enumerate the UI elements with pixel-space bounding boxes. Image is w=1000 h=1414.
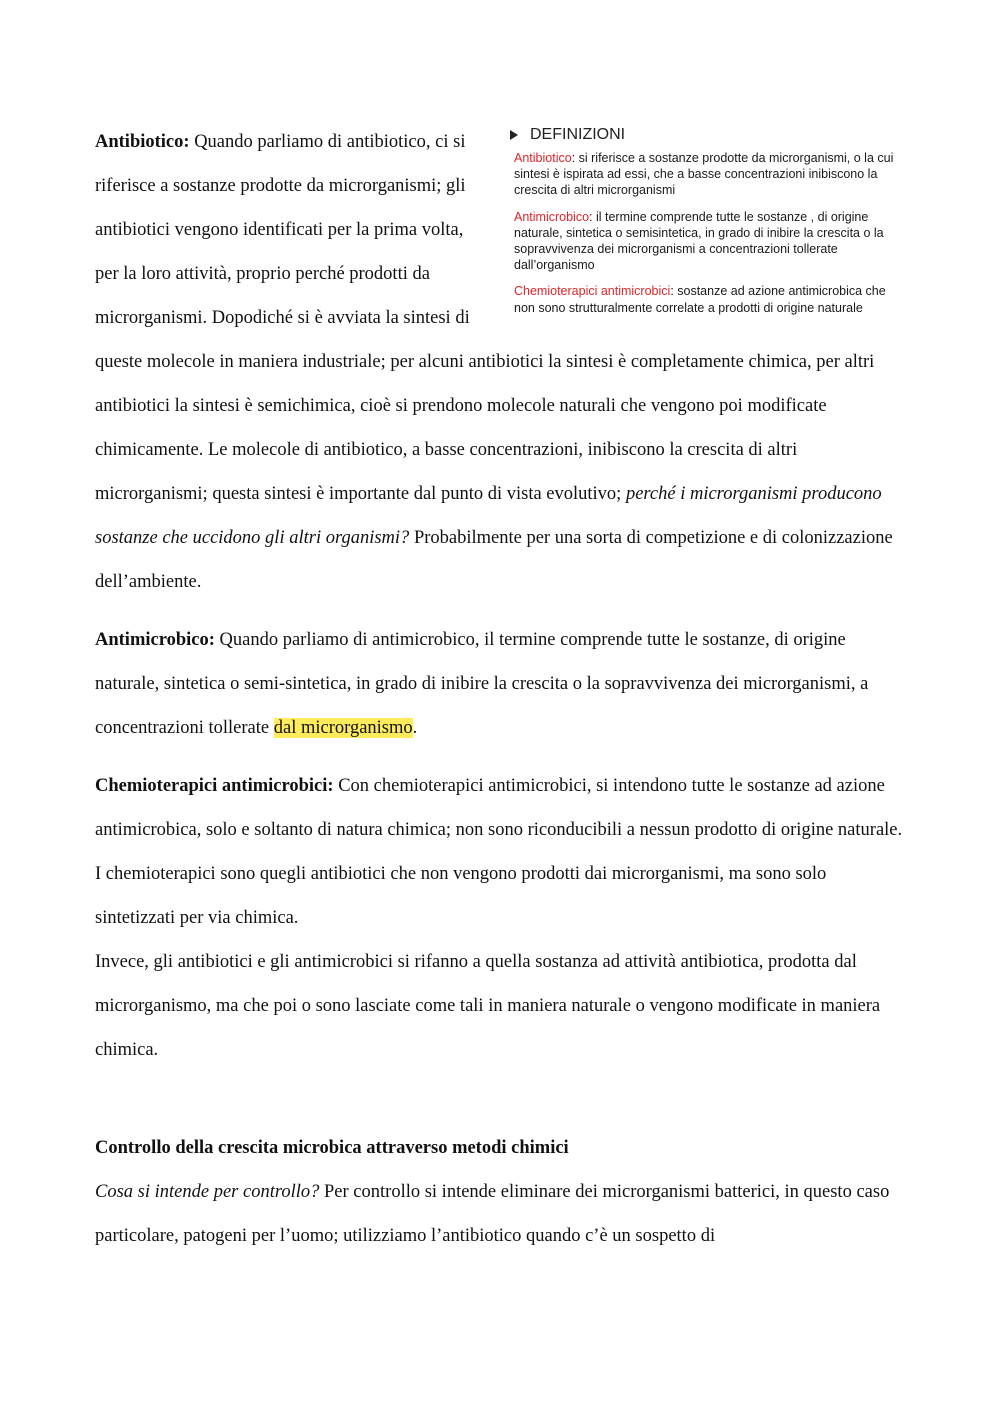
highlighted-text: dal microrganismo bbox=[273, 718, 413, 738]
definitions-heading-text: DEFINIZIONI bbox=[530, 126, 626, 143]
term-label: Antimicrobico: bbox=[95, 630, 215, 650]
paragraph-chemioterapici bbox=[95, 764, 907, 940]
term-label: Antibiotico: bbox=[95, 132, 190, 152]
term-label: Chemioterapici antimicrobici: bbox=[95, 776, 334, 796]
body-text: Probabilmente per una sorta di competizione e di colonizzazione dell’ambiente. bbox=[95, 528, 893, 592]
italic-question: perché i microrganismi producono sostanze che uccidono gli altri organismi? bbox=[95, 484, 882, 548]
body-text: Quando parliamo di antibiotico, ci si riferisce a sostanze prodotte da microrganismi; gli antibiotici vengono identificati per la prima volta, per la loro attività, proprio perché prodotti da microrganismi. Dopodiché si è avviata la sintesi di queste molecole in maniera industriale; per alcuni antibiotici la sintesi è completamente chimica, per altri antibiotici la sintesi è semichimica, cioè si prendono molecole naturali che vengono poi modificate chimicamente. Le molecole di antibiotico, a basse concentrazioni, inibiscono la crescita di altri microrganismi; questa sintesi è importante dal punto di vista evolutivo; bbox=[95, 132, 875, 504]
definition-term: Chemioterapici antimicrobici bbox=[514, 284, 671, 299]
paragraph-controllo bbox=[95, 1170, 907, 1258]
italic-question: Cosa si intende per controllo? bbox=[95, 1182, 320, 1202]
definition-item bbox=[514, 150, 907, 199]
body-text-end: . bbox=[412, 718, 418, 738]
body-text: Quando parliamo di antimicrobico, il termine comprende tutte le sostanze, di origine naturale, sintetica o semi-sintetica, in grado di inibire la crescita o la sopravvivenza dei microrganismi, a concentrazioni tollerate bbox=[95, 630, 869, 738]
definitions-box bbox=[507, 120, 907, 326]
section-title: Controllo della crescita microbica attraverso metodi chimici bbox=[95, 1138, 569, 1158]
paragraph-antimicrobico bbox=[95, 618, 907, 750]
document-page bbox=[95, 120, 907, 1258]
definition-text: : sostanze ad azione antimicrobica che non sono strutturalmente correlate a prodotti di origine naturale bbox=[514, 284, 886, 315]
arrow-bullet-icon bbox=[510, 130, 518, 140]
paragraph-antibiotico bbox=[95, 120, 907, 604]
definition-item bbox=[514, 209, 907, 274]
body-text: Invece, gli antibiotici e gli antimicrobici si rifanno a quella sostanza ad attività antibiotica, prodotta dal microrganismo, ma che poi o sono lasciate come tali in maniera naturale o vengono modificate in maniera chimica. bbox=[95, 952, 881, 1060]
definitions-heading bbox=[507, 120, 907, 150]
definition-text: : il termine comprende tutte le sostanze , di origine naturale, sintetica o semisintetica, in grado di inibire la crescita o la sopravvivenza dei microrganismi a concentrazioni tollerate dall’organismo bbox=[514, 209, 884, 273]
definition-term: Antibiotico bbox=[514, 151, 572, 165]
definition-item bbox=[514, 283, 907, 315]
body-text: Per controllo si intende eliminare dei microrganismi batterici, in questo caso particolare, patogeni per l’uomo; utilizziamo l’antibiotico quando c’è un sospetto di bbox=[95, 1182, 890, 1246]
body-text: Con chemioterapici antimicrobici, si intendono tutte le sostanze ad azione antimicrobica, solo e soltanto di natura chimica; non sono riconducibili a nessun prodotto di origine naturale. I chemioterapici sono quegli antibiotici che non vengono prodotti dai microrganismi, ma sono solo sintetizzati per via chimica. bbox=[95, 776, 903, 928]
definition-text: : si riferisce a sostanze prodotte da microrganismi, o la cui sintesi è ispirata ad essi, che a basse concentrazioni inibiscono la crescita di altri microrganismi bbox=[514, 151, 894, 198]
definition-term: Antimicrobico bbox=[514, 209, 590, 224]
paragraph-invece bbox=[95, 940, 907, 1072]
